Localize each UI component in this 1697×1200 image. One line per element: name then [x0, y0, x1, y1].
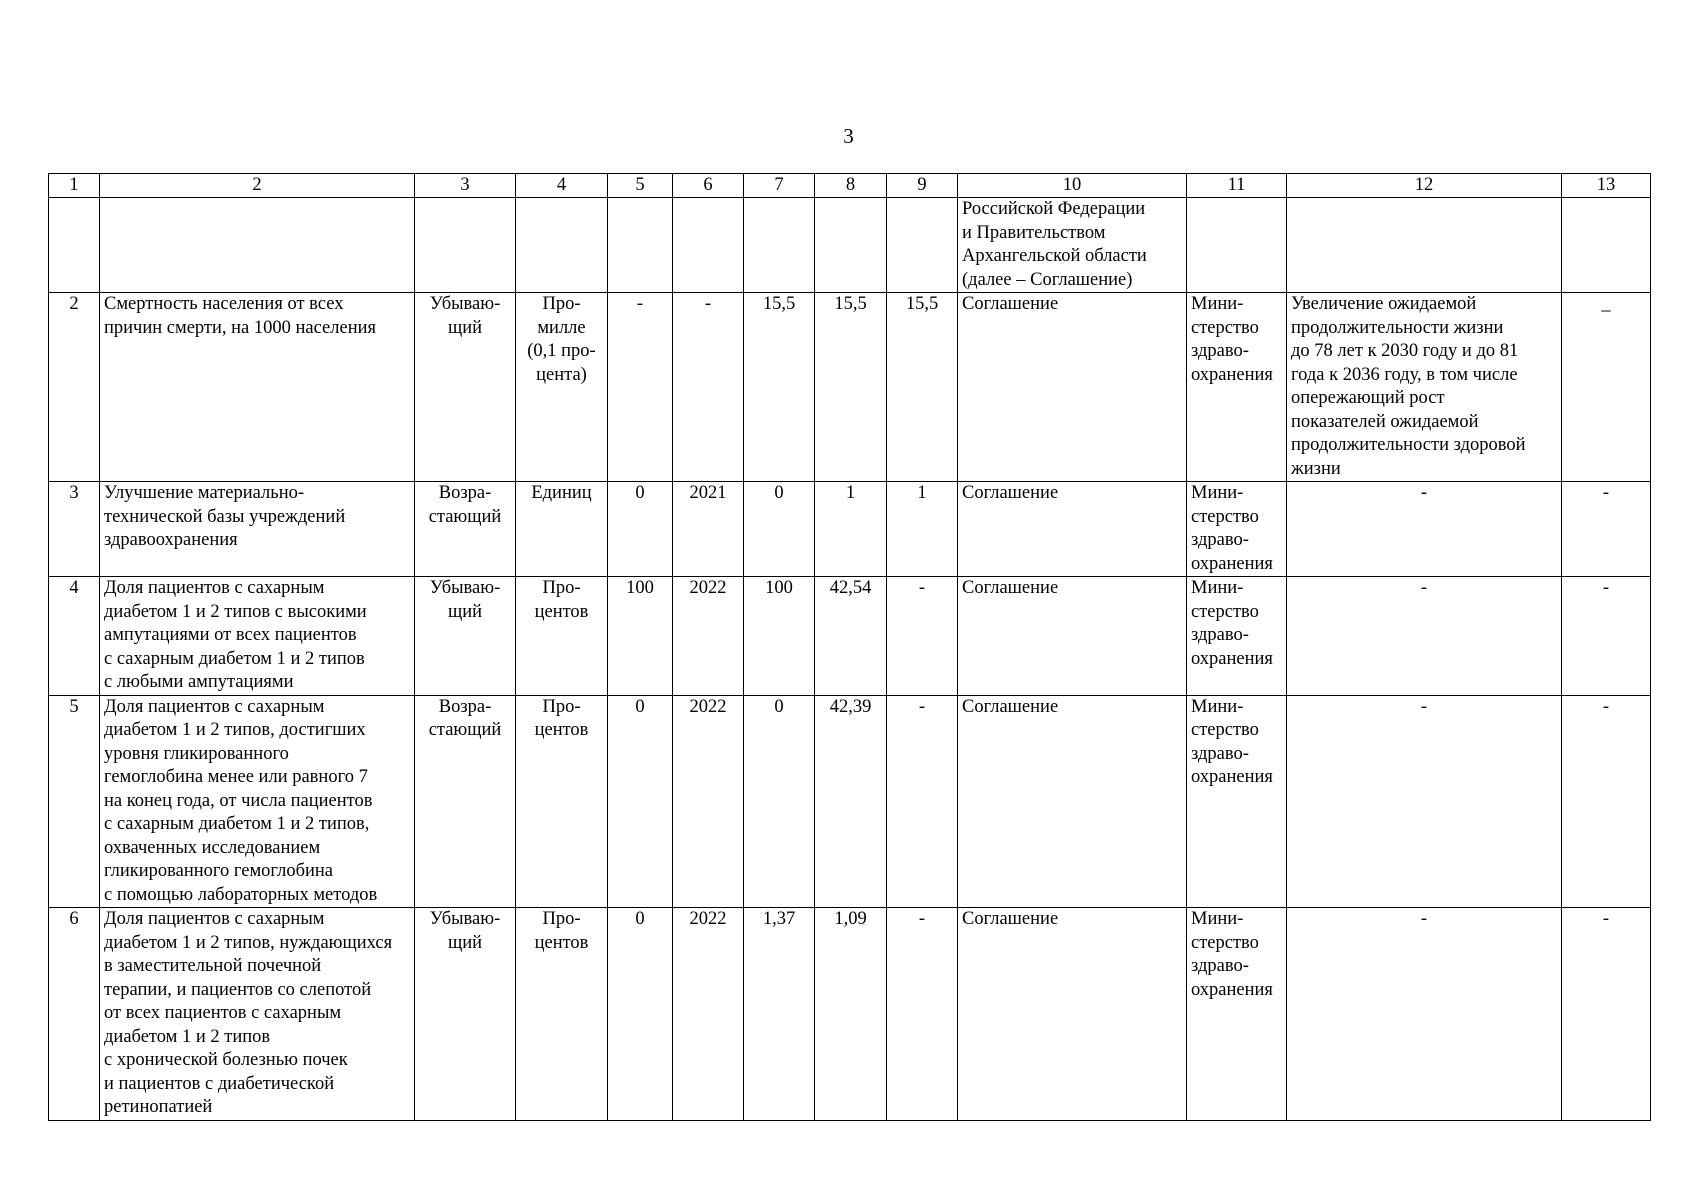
row-number: [49, 198, 100, 293]
indicator-direction: Убываю- щий: [415, 293, 516, 482]
table-row: [49, 198, 1651, 293]
indicator-unit: Про- центов: [516, 695, 608, 908]
value-col-8: 1: [815, 482, 887, 577]
value-col-8: [815, 198, 887, 293]
indicator-name: Улучшение материально- технической базы учреждений здравоохранения: [100, 482, 415, 577]
page-number: 3: [843, 124, 854, 148]
base-year: 2021: [673, 482, 744, 577]
table-row: [49, 695, 1651, 908]
value-col-8: 1,09: [815, 908, 887, 1121]
info-system: [1562, 198, 1651, 293]
base-value: [608, 198, 673, 293]
base-value: 0: [608, 695, 673, 908]
info-system: -: [1562, 482, 1651, 577]
base-value: 0: [608, 908, 673, 1121]
value-col-7: 100: [744, 577, 815, 696]
base-year: -: [673, 293, 744, 482]
value-col-7: 0: [744, 695, 815, 908]
indicator-unit: [516, 198, 608, 293]
responsible-body: [1187, 198, 1287, 293]
header-cell: 10: [958, 174, 1187, 198]
basis-document: Соглашение: [958, 577, 1187, 696]
base-year: [673, 198, 744, 293]
indicator-name: Доля пациентов с сахарным диабетом 1 и 2 типов, нуждающихся в заместительной почечной терапии, и пациентов со слепотой от всех пациентов с сахарным диабетом 1 и 2 типов с хронической болезнью почек и пациентов с диабетической ретинопатией: [100, 908, 415, 1121]
row-number: 4: [49, 577, 100, 696]
value-col-9: 1: [887, 482, 958, 577]
basis-document: Соглашение: [958, 293, 1187, 482]
basis-document: Соглашение: [958, 695, 1187, 908]
header-cell: 5: [608, 174, 673, 198]
value-col-9: 15,5: [887, 293, 958, 482]
info-system: _: [1562, 293, 1651, 482]
header-cell: 7: [744, 174, 815, 198]
base-value: 100: [608, 577, 673, 696]
table-row: [49, 908, 1651, 1121]
national-goal-link: -: [1287, 577, 1562, 696]
indicator-name: Доля пациентов с сахарным диабетом 1 и 2 типов, достигших уровня гликированного гемоглобина менее или равного 7 на конец года, от числа пациентов с сахарным диабетом 1 и 2 типов, охваченных исследованием гликированного гемоглобина с помощью лабораторных методов: [100, 695, 415, 908]
national-goal-link: -: [1287, 482, 1562, 577]
header-cell: 3: [415, 174, 516, 198]
basis-document: Соглашение: [958, 482, 1187, 577]
value-col-7: 15,5: [744, 293, 815, 482]
indicators-table: [48, 173, 1651, 1121]
value-col-7: 0: [744, 482, 815, 577]
header-cell: 1: [49, 174, 100, 198]
header-cell: 8: [815, 174, 887, 198]
info-system: -: [1562, 908, 1651, 1121]
header-cell: 4: [516, 174, 608, 198]
value-col-9: -: [887, 577, 958, 696]
national-goal-link: Увеличение ожидаемой продолжительности жизни до 78 лет к 2030 году и до 81 года к 2036 году, в том числе опережающий рост показателей ожидаемой продолжительности здоровой жизни: [1287, 293, 1562, 482]
basis-document: Соглашение: [958, 908, 1187, 1121]
row-number: 6: [49, 908, 100, 1121]
header-cell: 9: [887, 174, 958, 198]
responsible-body: Мини- стерство здраво- охранения: [1187, 482, 1287, 577]
info-system: -: [1562, 577, 1651, 696]
value-col-9: -: [887, 695, 958, 908]
base-year: 2022: [673, 908, 744, 1121]
indicator-unit: Про- центов: [516, 908, 608, 1121]
indicator-direction: Возра- стающий: [415, 482, 516, 577]
base-value: 0: [608, 482, 673, 577]
national-goal-link: -: [1287, 695, 1562, 908]
table-row: [49, 293, 1651, 482]
header-cell: 13: [1562, 174, 1651, 198]
value-col-8: 42,54: [815, 577, 887, 696]
base-year: 2022: [673, 695, 744, 908]
table-row: [49, 577, 1651, 696]
value-col-8: 42,39: [815, 695, 887, 908]
indicator-direction: Убываю- щий: [415, 577, 516, 696]
value-col-9: -: [887, 908, 958, 1121]
indicator-name: Доля пациентов с сахарным диабетом 1 и 2 типов с высокими ампутациями от всех пациентов с сахарным диабетом 1 и 2 типов с любыми ампутациями: [100, 577, 415, 696]
responsible-body: Мини- стерство здраво- охранения: [1187, 695, 1287, 908]
header-cell: 11: [1187, 174, 1287, 198]
value-col-7: [744, 198, 815, 293]
header-cell: 6: [673, 174, 744, 198]
responsible-body: Мини- стерство здраво- охранения: [1187, 293, 1287, 482]
table-row: [49, 482, 1651, 577]
base-value: -: [608, 293, 673, 482]
national-goal-link: [1287, 198, 1562, 293]
value-col-7: 1,37: [744, 908, 815, 1121]
row-number: 5: [49, 695, 100, 908]
info-system: -: [1562, 695, 1651, 908]
indicator-name: Смертность населения от всех причин смерти, на 1000 населения: [100, 293, 415, 482]
indicator-unit: Единиц: [516, 482, 608, 577]
header-cell: 2: [100, 174, 415, 198]
value-col-9: [887, 198, 958, 293]
header-cell: 12: [1287, 174, 1562, 198]
indicator-unit: Про- центов: [516, 577, 608, 696]
table-header-row: [49, 174, 1651, 198]
indicator-direction: Убываю- щий: [415, 908, 516, 1121]
national-goal-link: -: [1287, 908, 1562, 1121]
indicator-direction: Возра- стающий: [415, 695, 516, 908]
responsible-body: Мини- стерство здраво- охранения: [1187, 577, 1287, 696]
row-number: 2: [49, 293, 100, 482]
indicator-unit: Про- милле (0,1 про- цента): [516, 293, 608, 482]
base-year: 2022: [673, 577, 744, 696]
row-number: 3: [49, 482, 100, 577]
indicator-name: [100, 198, 415, 293]
value-col-8: 15,5: [815, 293, 887, 482]
indicator-direction: [415, 198, 516, 293]
responsible-body: Мини- стерство здраво- охранения: [1187, 908, 1287, 1121]
basis-document: Российской Федерации и Правительством Архангельской области (далее – Соглашение): [958, 198, 1187, 293]
